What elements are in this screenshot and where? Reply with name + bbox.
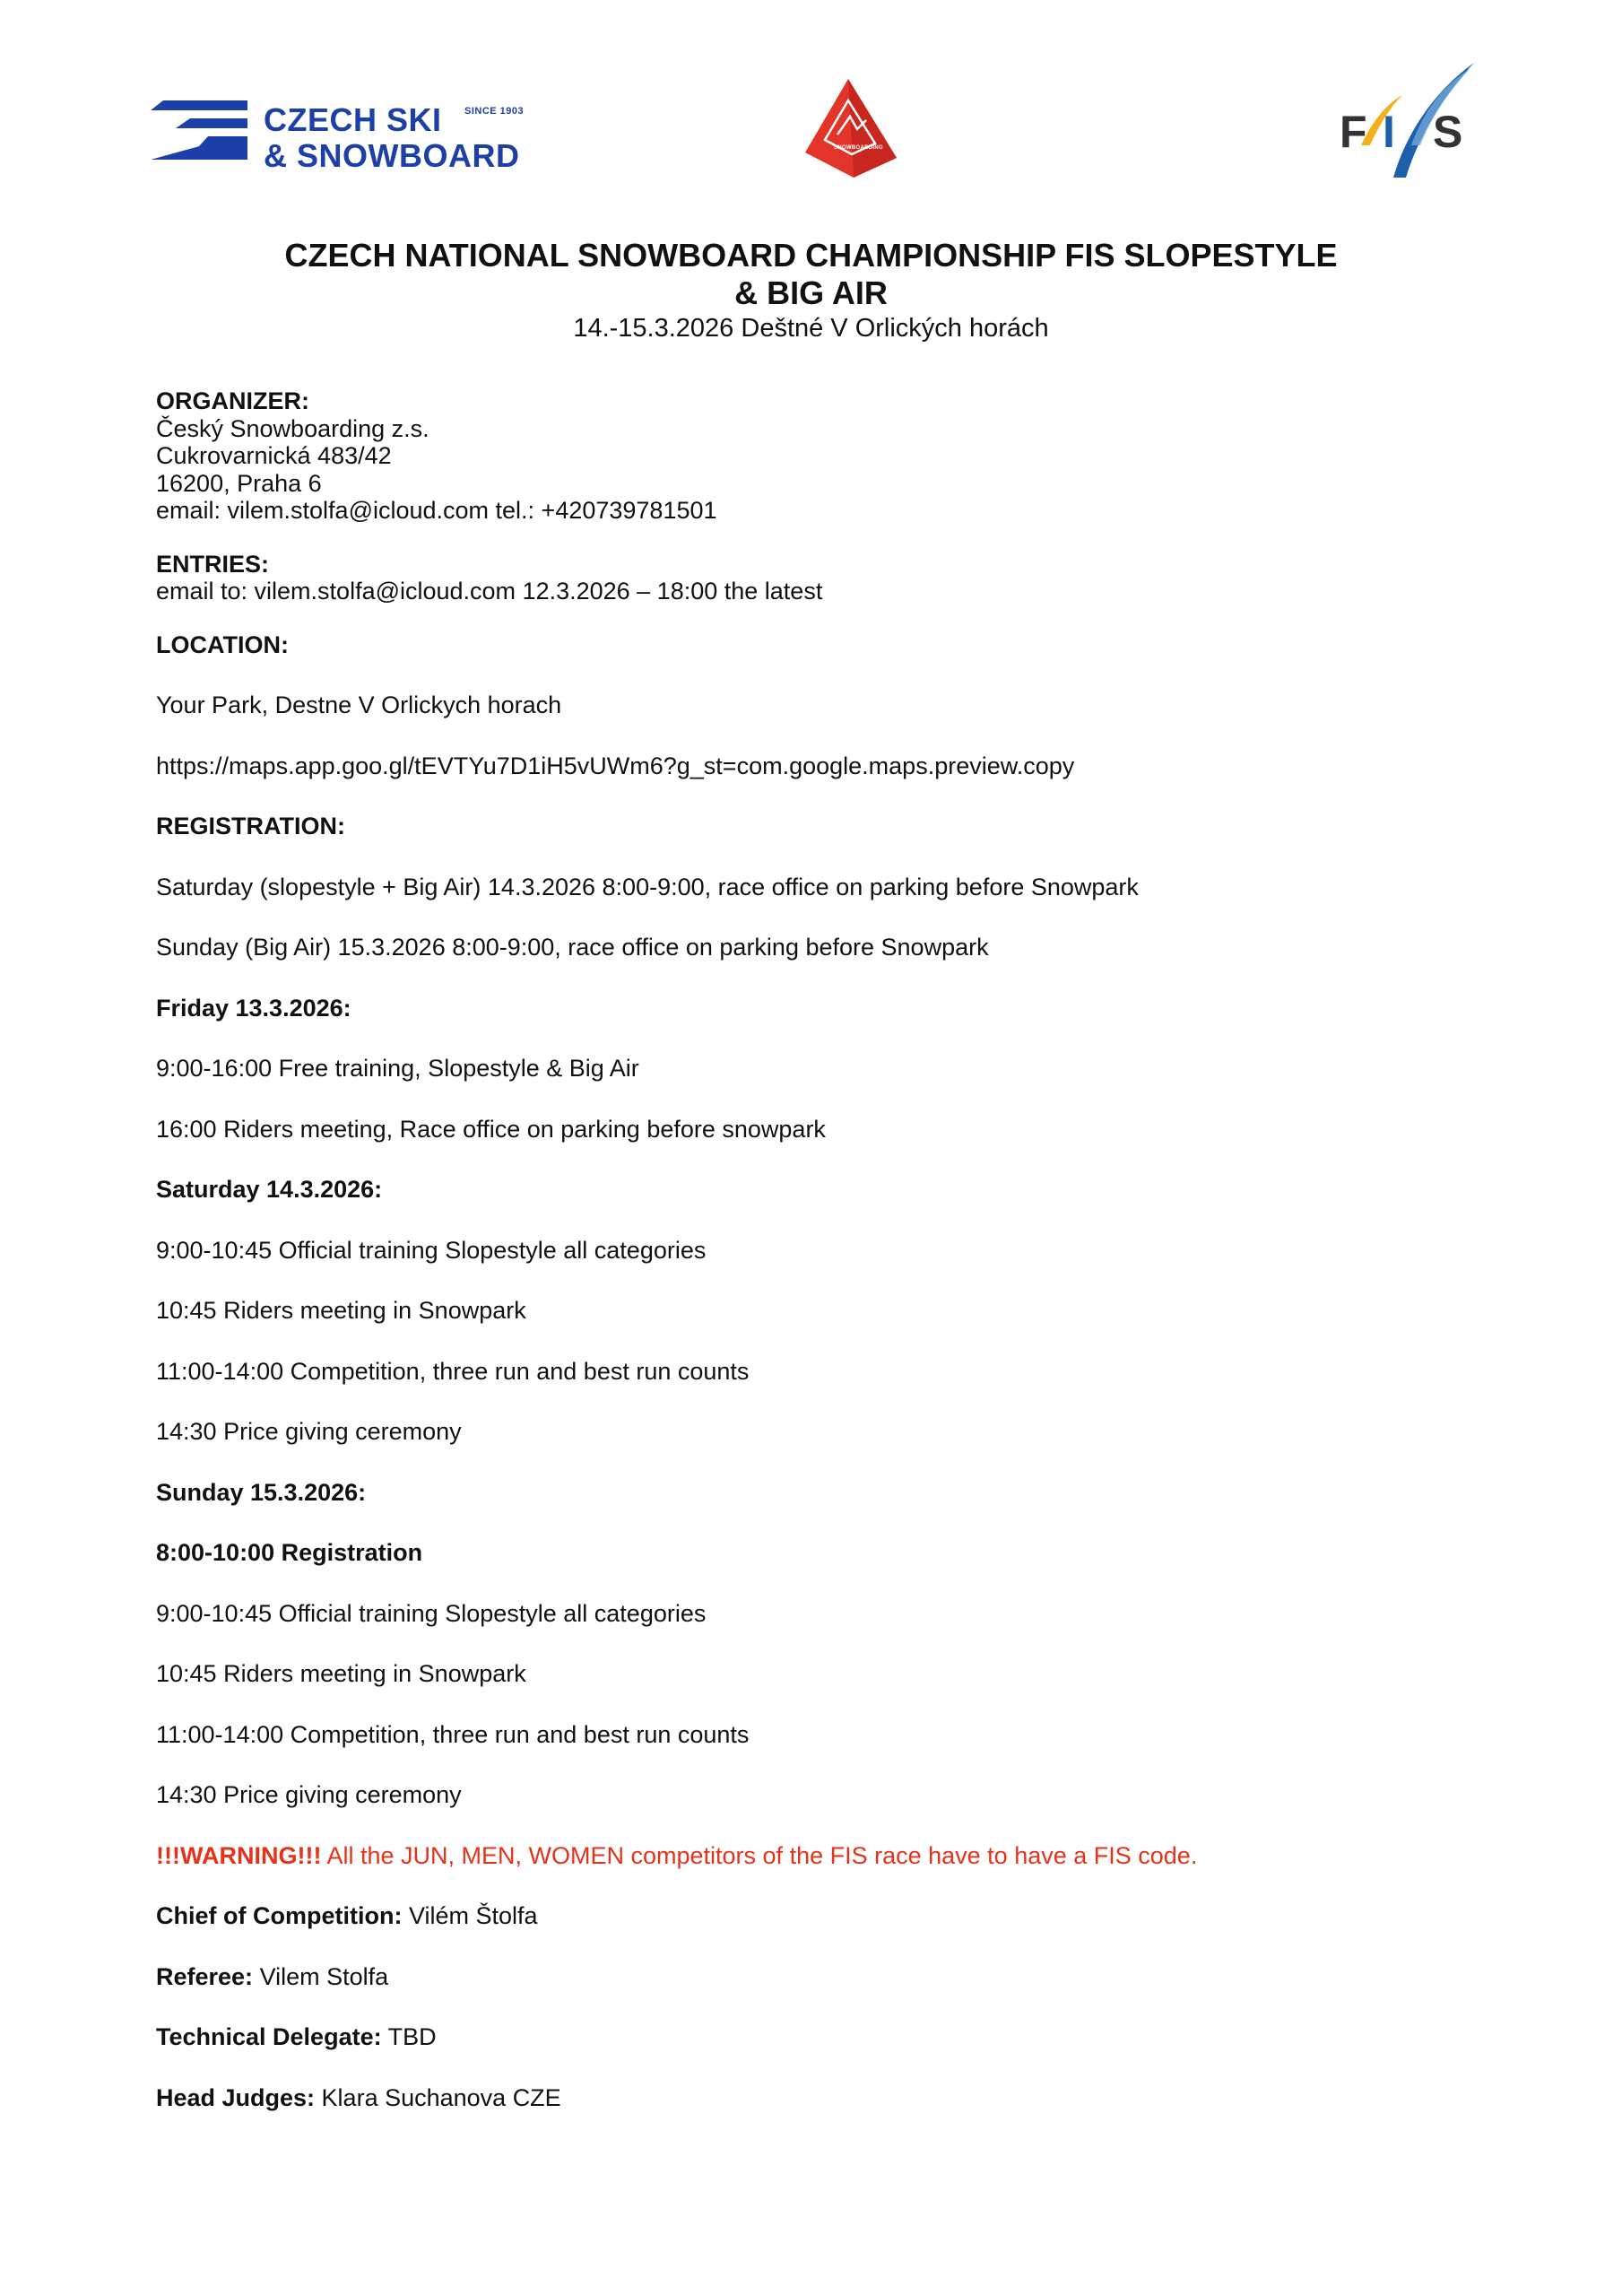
- schedule-item: 10:45 Riders meeting in Snowpark: [156, 1297, 526, 1324]
- title-line-2: & BIG AIR: [734, 274, 888, 311]
- official-name: Vilem Stolfa: [253, 1962, 389, 1990]
- csk-since: SINCE 1903: [464, 106, 525, 117]
- location-place: Your Park, Destne V Orlickych horach: [156, 691, 562, 718]
- czech-ski-snowboard-logo: [151, 100, 545, 172]
- official-name: Klara Suchanova CZE: [315, 2083, 561, 2111]
- warning-text: All the JUN, MEN, WOMEN competitors of the FIS race have to have a FIS code.: [321, 1841, 1198, 1869]
- official-role: Head Judges:: [156, 2083, 316, 2111]
- registration-sunday: Sunday (Big Air) 15.3.2026 8:00-9:00, race office on parking before Snowpark: [156, 934, 989, 961]
- document-body: [156, 387, 1465, 2111]
- official-role: Referee:: [156, 1962, 254, 1990]
- document-subtitle: 14.-15.3.2026 Deštné V Orlických horách: [573, 314, 1049, 343]
- title-line-1: CZECH NATIONAL SNOWBOARD CHAMPIONSHIP FIS SLOPESTYLE: [284, 237, 1338, 274]
- fis-letter-f: F: [1340, 107, 1367, 157]
- official-name: TBD: [381, 2023, 437, 2050]
- friday-heading: Friday 13.3.2026:: [156, 994, 351, 1022]
- cesky-snowboarding-logo: [803, 77, 902, 179]
- fis-letter-s: S: [1433, 107, 1463, 157]
- organizer-heading: ORGANIZER:: [156, 387, 309, 414]
- official-head-judges: [156, 2084, 1465, 2112]
- csk-line2: & SNOWBOARD: [264, 137, 520, 174]
- schedule-item: 11:00-14:00 Competition, three run and best run counts: [156, 1357, 750, 1385]
- snowboarding-logo-text: SNOWBOARDING: [834, 145, 883, 151]
- fis-logo: [1340, 59, 1474, 179]
- official-role: Chief of Competition:: [156, 1902, 403, 1929]
- fis-letter-i: I: [1383, 107, 1395, 157]
- official-technical-delegate: [156, 2023, 1465, 2051]
- location-heading: LOCATION:: [156, 631, 289, 658]
- schedule-item: 14:30 Price giving ceremony: [156, 1418, 462, 1445]
- schedule-item: 9:00-10:45 Official training Slopestyle all categories: [156, 1236, 707, 1264]
- schedule-item: 9:00-10:45 Official training Slopestyle all categories: [156, 1599, 707, 1627]
- snowboarding-triangle-icon: [803, 77, 902, 179]
- sunday-heading: Sunday 15.3.2026:: [156, 1478, 367, 1506]
- location-map-link[interactable]: https://maps.app.goo.gl/tEVTYu7D1iH5vUWm6?g_st=com.google.maps.preview.copy: [156, 752, 1075, 779]
- official-referee: [156, 1963, 1465, 1991]
- schedule-item: 11:00-14:00 Competition, three run and best run counts: [156, 1720, 750, 1748]
- schedule-item: 9:00-16:00 Free training, Slopestyle & Big Air: [156, 1055, 639, 1082]
- organizer-city: 16200, Praha 6: [156, 469, 322, 497]
- warning-notice: [156, 1842, 1465, 1870]
- official-role: Technical Delegate:: [156, 2023, 382, 2050]
- schedule-item: 16:00 Riders meeting, Race office on parking before snowpark: [156, 1115, 826, 1143]
- document-title: [0, 237, 1622, 312]
- official-name: Vilém Štolfa: [402, 1902, 538, 1929]
- official-chief: [156, 1902, 1465, 1930]
- organizer-name: Český Snowboarding z.s.: [156, 414, 429, 442]
- schedule-item: 10:45 Riders meeting in Snowpark: [156, 1660, 526, 1687]
- organizer-contact: email: vilem.stolfa@icloud.com tel.: +420739781501: [156, 497, 717, 524]
- entries-text: email to: vilem.stolfa@icloud.com 12.3.2026 – 18:00 the latest: [156, 578, 823, 604]
- csk-line1: CZECH SKI: [264, 101, 442, 138]
- saturday-heading: Saturday 14.3.2026:: [156, 1176, 383, 1203]
- entries-heading: ENTRIES:: [156, 550, 270, 578]
- organizer-street: Cukrovarnická 483/42: [156, 442, 392, 469]
- schedule-item: 14:30 Price giving ceremony: [156, 1781, 462, 1808]
- registration-heading: REGISTRATION:: [156, 813, 345, 839]
- csk-stripes-icon: [151, 100, 258, 172]
- registration-saturday: Saturday (slopestyle + Big Air) 14.3.2026 8:00-9:00, race office on parking before Snowpark: [156, 873, 1139, 900]
- sunday-registration: 8:00-10:00 Registration: [156, 1539, 423, 1566]
- warning-label: !!!WARNING!!!: [156, 1841, 322, 1869]
